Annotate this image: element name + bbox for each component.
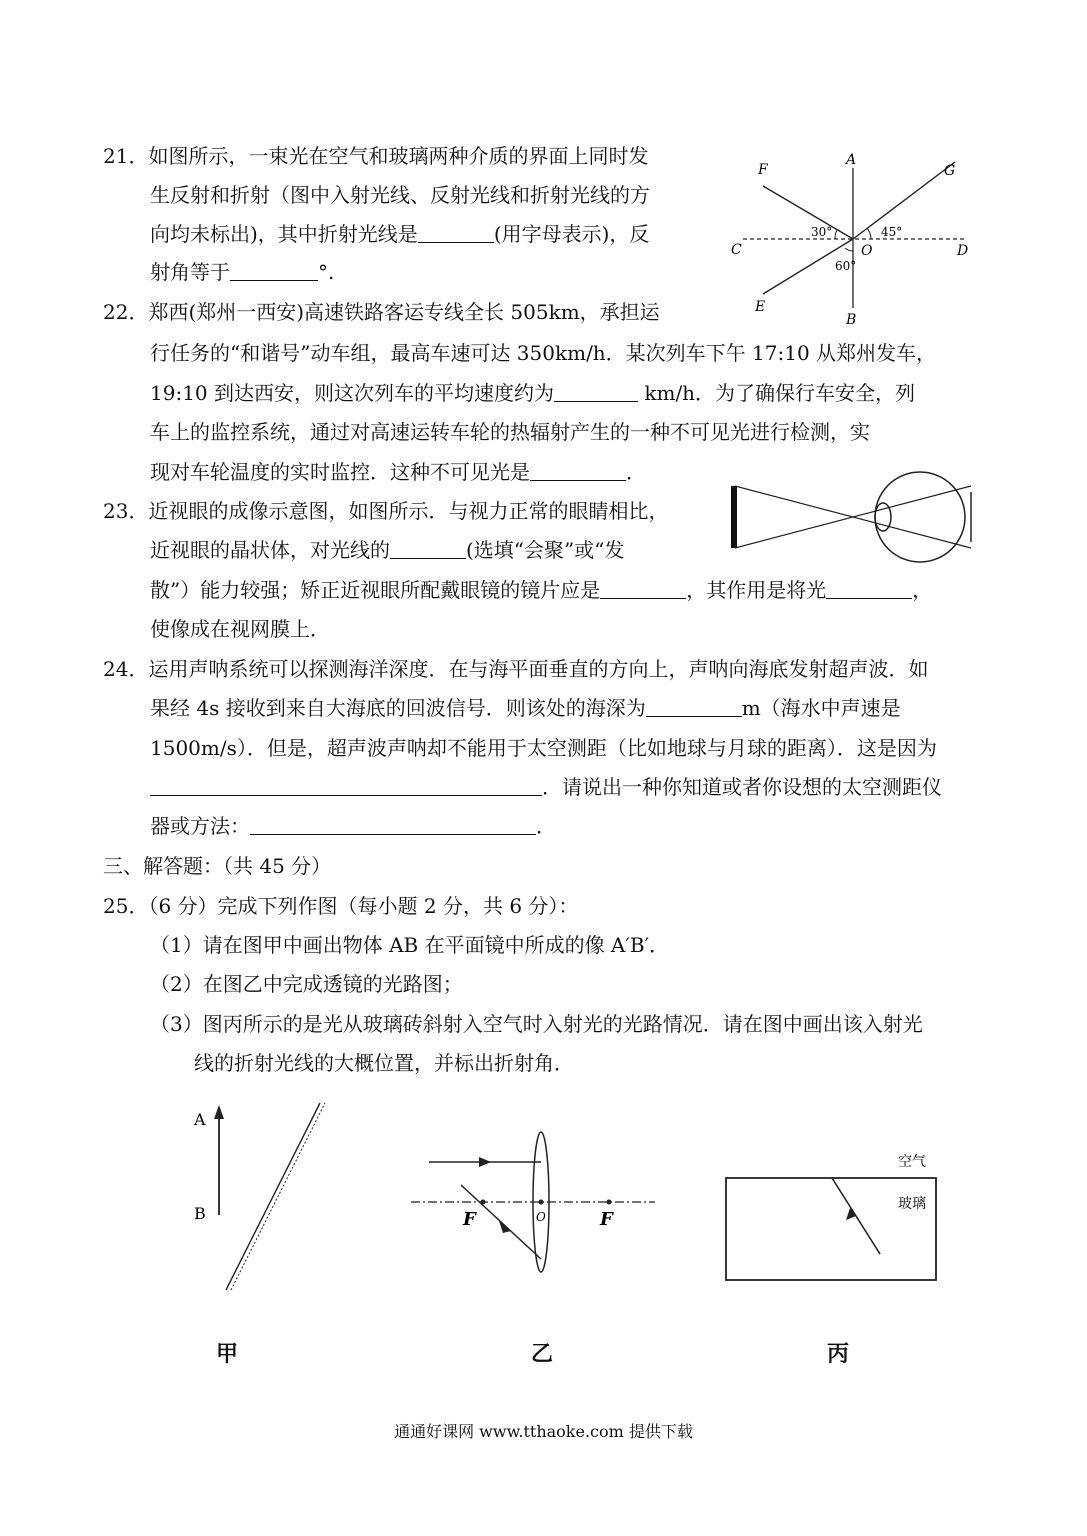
angle-60: 60° bbox=[835, 259, 857, 273]
q23-line3: 散”）能力较强；矫正近视眼所配戴眼镜的镜片应是 ，其作用是将光 ， bbox=[150, 578, 933, 602]
figure-bing bbox=[720, 1140, 945, 1290]
q23-effect-blank[interactable] bbox=[826, 578, 912, 599]
label-air: 空气 bbox=[898, 1154, 926, 1170]
angle-45: 45° bbox=[881, 225, 903, 239]
q25-line1: 25．（6 分）完成下列作图（每小题 2 分，共 6 分）： bbox=[103, 894, 579, 918]
q24-line1: 24．运用声呐系统可以探测海洋深度．在与海平面垂直的方向上，声呐向海底发射超声波．如 bbox=[103, 657, 929, 681]
q24-line2: 果经 4s 接收到来自大海底的回波信号．则该处的海深为 m（海水中声速是 bbox=[150, 696, 901, 720]
q21-angle-blank[interactable] bbox=[230, 260, 318, 281]
label-f: F bbox=[758, 162, 768, 178]
figure-yi bbox=[405, 1125, 665, 1285]
q24-method-blank[interactable] bbox=[250, 814, 536, 835]
arrow-head bbox=[214, 1105, 224, 1119]
ray-of bbox=[763, 186, 853, 239]
caption-bing: 丙 bbox=[827, 1341, 850, 1367]
caption-yi: 乙 bbox=[531, 1341, 554, 1367]
label-c: C bbox=[731, 242, 742, 258]
label-glass: 玻璃 bbox=[898, 1196, 926, 1212]
eyeball bbox=[875, 472, 965, 562]
q22-line2: 行任务的“和谐号”动车组，最高车速可达 350km/h．某次列车下午 17:10 从郑州发车， bbox=[150, 341, 937, 365]
q24-depth-blank[interactable] bbox=[646, 696, 742, 717]
label-d: D bbox=[957, 243, 969, 259]
q21-figure bbox=[725, 148, 975, 328]
label-o: O bbox=[861, 243, 873, 259]
q23-line4: 使像成在视网膜上． bbox=[150, 617, 330, 641]
q21-refraction-blank[interactable] bbox=[418, 222, 494, 243]
q21-line2: 生反射和折射（图中入射光线、反射光线和折射光线的方 bbox=[150, 183, 650, 207]
label-a: A bbox=[846, 152, 857, 168]
q22-line5: 现对车轮温度的实时监控．这种不可见光是 ． bbox=[150, 460, 646, 484]
q25-sub3: （3）图丙所示的是光从玻璃砖斜射入空气时入射光的光路情况．请在图中画出该入射光 bbox=[150, 1012, 923, 1036]
label-b: B bbox=[194, 1204, 206, 1223]
label-o: O bbox=[536, 1210, 546, 1224]
label-b: B bbox=[846, 312, 857, 328]
q24-line3: 1500m/s）．但是，超声波声呐却不能用于太空测距（比如地球与月球的距离）．这是因为 bbox=[150, 736, 937, 760]
section-3-heading: 三、解答题：（共 45 分） bbox=[103, 854, 332, 878]
q22-light-blank[interactable] bbox=[530, 460, 626, 481]
crystalline-lens bbox=[875, 503, 891, 531]
label-f-left: F bbox=[463, 1209, 476, 1230]
q25-sub2: （2）在图乙中完成透镜的光路图； bbox=[150, 972, 463, 996]
q23-eye-figure bbox=[725, 468, 975, 568]
glass-block bbox=[726, 1178, 936, 1280]
figure-jia bbox=[180, 1095, 330, 1300]
q21-line4: 射角等于 °. bbox=[150, 260, 335, 284]
q25-sub3-cont: 线的折射光线的大概位置，并标出折射角． bbox=[194, 1051, 574, 1075]
q23-line1: 23．近视眼的成像示意图，如图所示．与视力正常的眼睛相比， bbox=[103, 499, 669, 523]
caption-jia: 甲 bbox=[216, 1341, 239, 1367]
q22-line1: 22．郑西(郑州一西安)高速铁路客运专线全长 505km，承担运 bbox=[103, 300, 660, 324]
q23-ability-blank[interactable] bbox=[390, 538, 466, 559]
q23-lens-blank[interactable] bbox=[600, 578, 686, 599]
label-f-right: F bbox=[600, 1209, 613, 1230]
q23-line2: 近视眼的晶状体，对光线的 (选填“会聚”或“发 bbox=[150, 538, 625, 562]
q24-line4: ．请说出一种你知道或者你设想的太空测距仪 bbox=[150, 773, 942, 801]
q22-speed-blank[interactable] bbox=[554, 381, 638, 402]
q24-reason-blank[interactable] bbox=[150, 775, 542, 796]
q21-line3: 向均未标出)，其中折射光线是 (用字母表示)，反 bbox=[150, 222, 650, 246]
q25-sub1: （1）请在图甲中画出物体 AB 在平面镜中所成的像 A′B′． bbox=[150, 933, 670, 957]
q24-line5: 器或方法： ． bbox=[150, 814, 556, 838]
footer-source: 通通好课网 www.tthaoke.com 提供下载 bbox=[394, 1422, 693, 1441]
label-e: E bbox=[755, 299, 766, 315]
ray-og bbox=[853, 162, 955, 239]
object-bar bbox=[731, 486, 737, 548]
angle-30: 30° bbox=[811, 225, 833, 239]
q22-line3: 19:10 到达西安，则这次列车的平均速度约为 km/h．为了确保行车安全，列 bbox=[150, 381, 916, 405]
label-a: A bbox=[194, 1110, 206, 1129]
plane-mirror bbox=[226, 1103, 320, 1290]
q21-line1: 21．如图所示，一束光在空气和玻璃两种介质的界面上同时发 bbox=[103, 144, 649, 168]
q22-line4: 车上的监控系统，通过对高速运转车轮的热辐射产生的一种不可见光进行检测，实 bbox=[150, 420, 870, 444]
label-g: G bbox=[944, 163, 956, 179]
